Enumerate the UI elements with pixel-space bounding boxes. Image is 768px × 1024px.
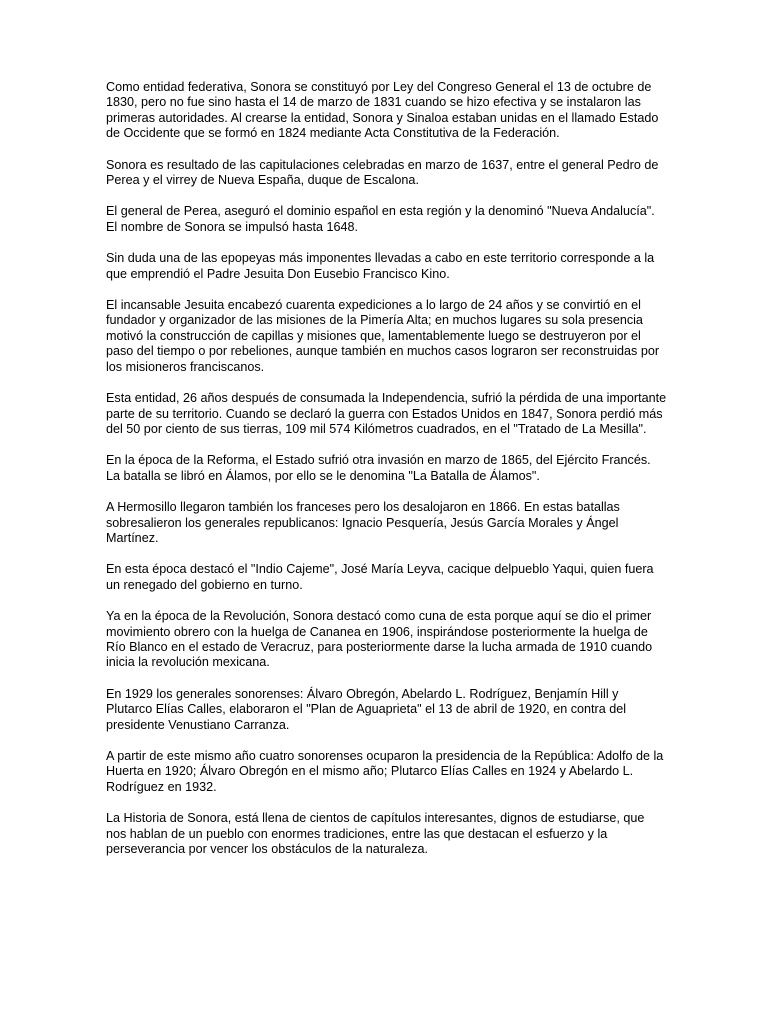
paragraph-8: A Hermosillo llegaron también los franceses pero los desalojaron en 1866. En estas batallas sobresalieron los generales republicanos: Ignacio Pesquería, Jesús García Morales y Ángel Martínez. [106, 500, 620, 545]
paragraph-10: Ya en la época de la Revolución, Sonora destacó como cuna de esta porque aquí se dio el primer movimiento obrero con la huelga de Cananea en 1906, inspirándose posteriormente la huelga de Río Blanco en el estado de Veracruz, para posteriormente darse la lucha armada de 1910 cuando inicia la revolución mexicana. [106, 609, 653, 670]
paragraph-2: Sonora es resultado de las capitulaciones celebradas en marzo de 1637, entre el general Pedro de Perea y el virrey de Nueva España, duque de Escalona. [106, 157, 659, 188]
paragraph-9: En esta época destacó el "Indio Cajeme", José María Leyva, cacique delpueblo Yaqui, quien fuera un renegado del gobierno en turno. [106, 562, 654, 592]
paragraph-1: Como entidad federativa, Sonora se constituyó por Ley del Congreso General el 13 de octubre de 1830, pero no fue sino hasta el 14 de marzo de 1831 cuando se hizo efectiva y se instalaron las primeras autoridades. Al crearse la entidad, Sonora y Sinaloa estaban unidas en el llamado Estado de Occidente que se formó en 1824 mediante Acta Constitutiva de la Federación. [106, 80, 659, 141]
paragraph-7: En la época de la Reforma, el Estado sufrió otra invasión en marzo de 1865, del Ejército Francés. La batalla se libró en Álamos, por ello se le denomina "La Batalla de Álamos". [106, 453, 651, 483]
paragraph-4: Sin duda una de las epopeyas más imponentes llevadas a cabo en este territorio corresponde a la que emprendió el Padre Jesuita Don Eusebio Francisco Kino. [106, 251, 655, 281]
paragraph-12: A partir de este mismo año cuatro sonorenses ocuparon la presidencia de la República: Adolfo de la Huerta en 1920; Álvaro Obregón en el mismo año; Plutarco Elías Calles en 1924 y Abelardo L. Rodríguez en 1932. [106, 749, 664, 794]
paragraph-13: La Historia de Sonora, está llena de cientos de capítulos interesantes, dignos de estudiarse, que nos hablan de un pueblo con enormes tradiciones, entre las que destacan el esfuerzo y la perseverancia por vencer los obstáculos de la naturaleza. [106, 811, 645, 857]
paragraph-3: El general de Perea, aseguró el dominio español en esta región y la denominó "Nueva Andalucía". El nombre de Sonora se impulsó hasta 1648. [106, 204, 655, 234]
paragraph-6: Esta entidad, 26 años después de consumada la Independencia, sufrió la pérdida de una importante parte de su territorio. Cuando se declaró la guerra con Estados Unidos en 1847, Sonora perdió más del 50 por ciento de sus tierras, 109 mil 574 Kilómetros cuadrados, en el "Tratado de La Mesilla". [106, 391, 667, 436]
document-body [106, 80, 668, 857]
paragraph-5: El incansable Jesuita encabezó cuarenta expediciones a lo largo de 24 años y se convirtió en el fundador y organizador de las misiones de la Pimería Alta; en muchos lugares su sola presencia motivó la construcción de capillas y misiones que, lamentablemente luego se destruyeron por el paso del tiempo o por rebeliones, aunque también en muchos casos lograron ser reconstruidas por los misioneros franciscanos. [106, 298, 660, 374]
paragraph-11: En 1929 los generales sonorenses: Álvaro Obregón, Abelardo L. Rodríguez, Benjamín Hill y Plutarco Elías Calles, elaboraron el "Plan de Aguaprieta" el 13 de abril de 1920, en contra del presidente Venustiano Carranza. [106, 686, 627, 732]
